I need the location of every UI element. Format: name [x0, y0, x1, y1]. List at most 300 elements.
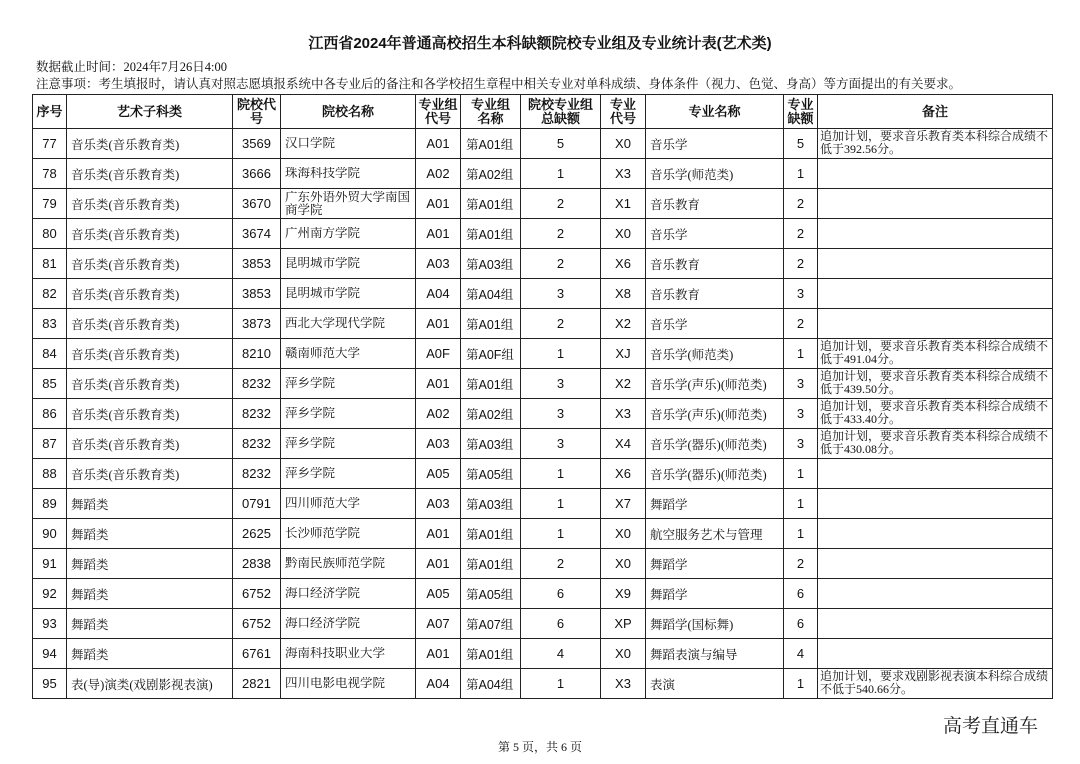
- header-school-code: [233, 95, 281, 129]
- category-text: 舞蹈类: [71, 497, 109, 512]
- cell-group-name: [461, 399, 521, 429]
- category-text: 舞蹈类: [71, 557, 109, 572]
- cell-school-name: [281, 369, 416, 399]
- group-vacancy-text: 1: [556, 676, 565, 691]
- cell-major-vacancy: [784, 609, 818, 639]
- document-title: 江西省2024年普通高校招生本科缺额院校专业组及专业统计表(艺术类): [308, 35, 772, 52]
- header-major-name: [646, 95, 784, 129]
- header-group-code: [416, 95, 461, 129]
- cell-group-name: [461, 309, 521, 339]
- major-vacancy-text: 5: [796, 136, 805, 151]
- table-row: [33, 339, 1053, 369]
- cell-remark: [818, 459, 1053, 489]
- seq-text: 91: [42, 556, 57, 571]
- cell-category: [67, 519, 233, 549]
- cell-major-code: [601, 129, 646, 159]
- cell-school-name: [281, 129, 416, 159]
- group-vacancy-text: 3: [556, 406, 565, 421]
- group-vacancy-text: 1: [556, 496, 565, 511]
- school-code-text: 2821: [242, 676, 271, 691]
- cell-group-code: [416, 399, 461, 429]
- cell-school-name: [281, 429, 416, 459]
- group-name-text: 第A0F组: [466, 347, 514, 362]
- group-vacancy-text: 6: [556, 586, 565, 601]
- cell-group-name: [461, 369, 521, 399]
- group-code-text: A04: [426, 286, 450, 301]
- group-code-text: A01: [426, 136, 450, 151]
- cell-category: [67, 579, 233, 609]
- header-major-vacancy: [784, 95, 818, 129]
- seq-text: 80: [42, 226, 57, 241]
- cell-major-name: [646, 519, 784, 549]
- remark-text: [818, 579, 1052, 580]
- cell-major-vacancy: [784, 369, 818, 399]
- seq-text: 90: [42, 526, 57, 541]
- cell-group-code: [416, 339, 461, 369]
- major-code-text: X0: [615, 136, 631, 151]
- cell-seq: [33, 309, 67, 339]
- cell-group-code: [416, 489, 461, 519]
- cell-group-code: [416, 669, 461, 699]
- cell-school-name: [281, 189, 416, 219]
- major-name-text: 表演: [650, 677, 676, 692]
- cell-remark: [818, 399, 1053, 429]
- school-code-text: 3674: [242, 226, 271, 241]
- seq-text: 84: [42, 346, 57, 361]
- cell-category: [67, 339, 233, 369]
- cell-major-vacancy: [784, 429, 818, 459]
- cell-major-code: [601, 669, 646, 699]
- cell-remark: [818, 129, 1053, 159]
- school-code-text: 6761: [242, 646, 271, 661]
- cell-group-vacancy: [521, 609, 601, 639]
- cell-seq: [33, 519, 67, 549]
- major-vacancy-text: 2: [796, 256, 805, 271]
- seq-text: 78: [42, 166, 57, 181]
- cell-school-code: [233, 369, 281, 399]
- cell-category: [67, 309, 233, 339]
- seq-text: 89: [42, 496, 57, 511]
- cell-group-code: [416, 249, 461, 279]
- school-code-text: 6752: [242, 586, 271, 601]
- cell-category: [67, 429, 233, 459]
- remark-text: [818, 519, 1052, 520]
- cell-group-vacancy: [521, 489, 601, 519]
- cell-remark: [818, 189, 1053, 219]
- cell-major-code: [601, 399, 646, 429]
- cell-school-code: [233, 489, 281, 519]
- cell-group-name: [461, 639, 521, 669]
- school-code-text: 3666: [242, 166, 271, 181]
- group-vacancy-text: 2: [556, 556, 565, 571]
- cell-major-code: [601, 609, 646, 639]
- cell-major-vacancy: [784, 219, 818, 249]
- cell-group-name: [461, 189, 521, 219]
- cell-remark: [818, 309, 1053, 339]
- cell-category: [67, 279, 233, 309]
- cell-school-name: [281, 519, 416, 549]
- group-name-text: 第A03组: [466, 497, 514, 512]
- cell-group-name: [461, 519, 521, 549]
- cell-major-vacancy: [784, 129, 818, 159]
- cell-school-name: [281, 249, 416, 279]
- major-vacancy-text: 3: [796, 436, 805, 451]
- cell-group-vacancy: [521, 639, 601, 669]
- cell-major-code: [601, 369, 646, 399]
- group-vacancy-text: 3: [556, 286, 565, 301]
- cell-group-vacancy: [521, 129, 601, 159]
- header-label: 专业代号: [609, 96, 636, 126]
- cell-category: [67, 609, 233, 639]
- seq-text: 85: [42, 376, 57, 391]
- remark-text: [818, 489, 1052, 490]
- cell-major-name: [646, 309, 784, 339]
- major-name-text: 舞蹈学: [650, 587, 688, 602]
- seq-text: 79: [42, 196, 57, 211]
- school-code-text: 8232: [242, 436, 271, 451]
- school-name-text: 萍乡学院: [285, 407, 336, 420]
- cell-group-code: [416, 579, 461, 609]
- cell-major-code: [601, 519, 646, 549]
- cell-group-name: [461, 609, 521, 639]
- table-row: [33, 579, 1053, 609]
- seq-text: 81: [42, 256, 57, 271]
- cell-school-code: [233, 579, 281, 609]
- group-vacancy-text: 1: [556, 346, 565, 361]
- cell-group-code: [416, 189, 461, 219]
- category-text: 音乐类(音乐教育类): [71, 347, 180, 362]
- major-vacancy-text: 3: [796, 286, 805, 301]
- cell-category: [67, 159, 233, 189]
- cell-school-code: [233, 249, 281, 279]
- major-name-text: 音乐学(声乐)(师范类): [650, 377, 767, 392]
- cell-major-vacancy: [784, 519, 818, 549]
- page-footer: 第 5 页，共 6 页: [497, 740, 582, 754]
- cell-school-name: [281, 339, 416, 369]
- category-text: 音乐类(音乐教育类): [71, 287, 180, 302]
- cell-major-code: [601, 219, 646, 249]
- header-major-code: [601, 95, 646, 129]
- category-text: 舞蹈类: [71, 587, 109, 602]
- major-vacancy-text: 4: [796, 646, 805, 661]
- school-name-text: 长沙师范学院: [285, 527, 361, 540]
- cell-major-name: [646, 279, 784, 309]
- cell-major-name: [646, 159, 784, 189]
- group-code-text: A01: [426, 316, 450, 331]
- cell-group-code: [416, 519, 461, 549]
- table-row: [33, 159, 1053, 189]
- major-name-text: 舞蹈学: [650, 557, 688, 572]
- cell-school-name: [281, 489, 416, 519]
- category-text: 音乐类(音乐教育类): [71, 467, 180, 482]
- school-name-text: 萍乡学院: [285, 467, 336, 480]
- major-name-text: 音乐学(器乐)(师范类): [650, 467, 767, 482]
- cell-seq: [33, 189, 67, 219]
- header-label: 专业名称: [688, 103, 741, 119]
- group-name-text: 第A01组: [466, 197, 514, 212]
- major-code-text: XJ: [615, 346, 631, 361]
- major-vacancy-text: 2: [796, 226, 805, 241]
- cell-group-name: [461, 669, 521, 699]
- cell-group-vacancy: [521, 579, 601, 609]
- remark-text: [818, 219, 1052, 220]
- cell-remark: [818, 669, 1053, 699]
- group-name-text: 第A03组: [466, 437, 514, 452]
- group-vacancy-text: 6: [556, 616, 565, 631]
- cell-remark: [818, 339, 1053, 369]
- cell-school-code: [233, 429, 281, 459]
- group-code-text: A02: [426, 166, 450, 181]
- school-code-text: 8210: [242, 346, 271, 361]
- category-text: 音乐类(音乐教育类): [71, 317, 180, 332]
- header-category: [67, 95, 233, 129]
- school-name-text: 四川电影电视学院: [285, 677, 386, 690]
- cell-major-vacancy: [784, 549, 818, 579]
- cell-category: [67, 399, 233, 429]
- cell-group-code: [416, 279, 461, 309]
- cell-group-name: [461, 459, 521, 489]
- cell-major-code: [601, 249, 646, 279]
- remark-text: [818, 609, 1052, 610]
- cell-school-code: [233, 159, 281, 189]
- cell-group-vacancy: [521, 459, 601, 489]
- school-name-text: 海口经济学院: [285, 587, 361, 600]
- major-name-text: 音乐学(器乐)(师范类): [650, 437, 767, 452]
- school-name-text: 广州南方学院: [285, 227, 361, 240]
- cell-seq: [33, 399, 67, 429]
- cell-major-vacancy: [784, 339, 818, 369]
- cell-remark: [818, 519, 1053, 549]
- major-vacancy-text: 2: [796, 556, 805, 571]
- cell-school-code: [233, 219, 281, 249]
- category-text: 舞蹈类: [71, 617, 109, 632]
- seq-text: 95: [42, 676, 57, 691]
- cell-major-vacancy: [784, 309, 818, 339]
- major-vacancy-text: 1: [796, 676, 805, 691]
- major-code-text: X8: [615, 286, 631, 301]
- table-body: [33, 129, 1053, 699]
- cell-school-code: [233, 669, 281, 699]
- seq-text: 94: [42, 646, 57, 661]
- cell-major-code: [601, 339, 646, 369]
- group-code-text: A03: [426, 436, 450, 451]
- major-vacancy-text: 2: [796, 196, 805, 211]
- watermark-text: 高考直通车: [943, 716, 1039, 737]
- school-code-text: 8232: [242, 466, 271, 481]
- cell-school-code: [233, 609, 281, 639]
- remark-text: [818, 279, 1052, 280]
- major-name-text: 舞蹈表演与编导: [650, 647, 738, 662]
- table-row: [33, 429, 1053, 459]
- cell-school-code: [233, 189, 281, 219]
- cell-school-name: [281, 219, 416, 249]
- group-name-text: 第A01组: [466, 317, 514, 332]
- category-text: 音乐类(音乐教育类): [71, 437, 180, 452]
- cell-group-name: [461, 249, 521, 279]
- group-vacancy-text: 2: [556, 226, 565, 241]
- group-code-text: A03: [426, 496, 450, 511]
- cell-major-code: [601, 189, 646, 219]
- major-name-text: 舞蹈学(国标舞): [650, 617, 734, 632]
- group-name-text: 第A02组: [466, 167, 514, 182]
- table-row: [33, 309, 1053, 339]
- cell-major-code: [601, 579, 646, 609]
- table-row: [33, 459, 1053, 489]
- table-row: [33, 609, 1053, 639]
- school-code-text: 8232: [242, 406, 271, 421]
- cell-school-code: [233, 399, 281, 429]
- group-code-text: A0F: [426, 346, 450, 361]
- cell-seq: [33, 489, 67, 519]
- group-vacancy-text: 2: [556, 196, 565, 211]
- major-code-text: X3: [615, 676, 631, 691]
- header-group-name: [461, 95, 521, 129]
- cell-seq: [33, 669, 67, 699]
- cell-group-name: [461, 489, 521, 519]
- school-name-text: 萍乡学院: [285, 377, 336, 390]
- major-name-text: 音乐学(师范类): [650, 167, 734, 182]
- remark-text: [818, 549, 1052, 550]
- major-code-text: X3: [615, 166, 631, 181]
- group-name-text: 第A03组: [466, 257, 514, 272]
- cell-major-vacancy: [784, 249, 818, 279]
- cell-remark: [818, 489, 1053, 519]
- cell-major-code: [601, 159, 646, 189]
- table-row: [33, 189, 1053, 219]
- cell-school-code: [233, 129, 281, 159]
- school-name-text: 黔南民族师范学院: [285, 557, 386, 570]
- category-text: 音乐类(音乐教育类): [71, 167, 180, 182]
- school-name-text: 汉口学院: [285, 137, 336, 150]
- header-label: 专业组代号: [418, 96, 458, 126]
- cell-school-name: [281, 159, 416, 189]
- cell-school-name: [281, 639, 416, 669]
- cell-seq: [33, 159, 67, 189]
- group-name-text: 第A04组: [466, 287, 514, 302]
- cell-major-code: [601, 639, 646, 669]
- cell-school-name: [281, 549, 416, 579]
- table-row: [33, 639, 1053, 669]
- major-name-text: 音乐学: [650, 227, 688, 242]
- group-name-text: 第A04组: [466, 677, 514, 692]
- group-code-text: A01: [426, 196, 450, 211]
- major-vacancy-text: 6: [796, 616, 805, 631]
- cell-category: [67, 459, 233, 489]
- major-code-text: X0: [615, 646, 631, 661]
- major-vacancy-text: 3: [796, 406, 805, 421]
- cell-group-name: [461, 579, 521, 609]
- cell-group-vacancy: [521, 249, 601, 279]
- major-code-text: X0: [615, 226, 631, 241]
- cell-seq: [33, 369, 67, 399]
- group-code-text: A05: [426, 586, 450, 601]
- cell-major-name: [646, 129, 784, 159]
- remark-text: [818, 189, 1052, 190]
- cell-category: [67, 549, 233, 579]
- school-name-text: 赣南师范大学: [285, 347, 361, 360]
- cell-group-name: [461, 219, 521, 249]
- cell-group-vacancy: [521, 279, 601, 309]
- group-vacancy-text: 3: [556, 376, 565, 391]
- category-text: 舞蹈类: [71, 647, 109, 662]
- cell-major-name: [646, 549, 784, 579]
- cell-major-vacancy: [784, 459, 818, 489]
- major-name-text: 航空服务艺术与管理: [650, 527, 763, 542]
- header-school-name: [281, 95, 416, 129]
- cell-group-vacancy: [521, 519, 601, 549]
- cell-seq: [33, 249, 67, 279]
- group-name-text: 第A01组: [466, 647, 514, 662]
- cell-group-vacancy: [521, 189, 601, 219]
- seq-text: 77: [42, 136, 57, 151]
- school-code-text: 0791: [242, 496, 271, 511]
- table-header-row: [33, 95, 1053, 129]
- header-label: 院校代号: [236, 96, 276, 126]
- group-code-text: A04: [426, 676, 450, 691]
- major-vacancy-text: 2: [796, 316, 805, 331]
- category-text: 音乐类(音乐教育类): [71, 227, 180, 242]
- seq-text: 83: [42, 316, 57, 331]
- major-code-text: X4: [615, 436, 631, 451]
- table-row: [33, 279, 1053, 309]
- header-group-vacancy: [521, 95, 601, 129]
- major-vacancy-text: 3: [796, 376, 805, 391]
- cell-school-code: [233, 639, 281, 669]
- cell-major-vacancy: [784, 399, 818, 429]
- seq-text: 92: [42, 586, 57, 601]
- table-row: [33, 549, 1053, 579]
- remark-text: [818, 159, 1052, 160]
- major-code-text: X6: [615, 256, 631, 271]
- cell-group-vacancy: [521, 669, 601, 699]
- school-code-text: 2625: [242, 526, 271, 541]
- cell-group-code: [416, 549, 461, 579]
- school-name-text: 昆明城市学院: [285, 257, 361, 270]
- category-text: 音乐类(音乐教育类): [71, 197, 180, 212]
- major-vacancy-text: 6: [796, 586, 805, 601]
- major-code-text: X6: [615, 466, 631, 481]
- group-code-text: A05: [426, 466, 450, 481]
- table-row: [33, 669, 1053, 699]
- group-name-text: 第A05组: [466, 587, 514, 602]
- major-code-text: X9: [615, 586, 631, 601]
- table-row: [33, 129, 1053, 159]
- cell-major-name: [646, 639, 784, 669]
- cell-major-code: [601, 489, 646, 519]
- school-code-text: 3670: [242, 196, 271, 211]
- cell-seq: [33, 279, 67, 309]
- header-label: 专业组名称: [470, 96, 510, 126]
- cell-seq: [33, 219, 67, 249]
- cell-seq: [33, 429, 67, 459]
- cell-major-code: [601, 429, 646, 459]
- group-code-text: A01: [426, 556, 450, 571]
- cell-group-code: [416, 309, 461, 339]
- table-row: [33, 219, 1053, 249]
- cell-group-code: [416, 429, 461, 459]
- cell-seq: [33, 549, 67, 579]
- cell-major-name: [646, 219, 784, 249]
- cell-major-name: [646, 609, 784, 639]
- header-label: 专业缺额: [787, 96, 814, 126]
- major-code-text: X0: [615, 526, 631, 541]
- cell-school-name: [281, 279, 416, 309]
- cell-seq: [33, 579, 67, 609]
- group-name-text: 第A01组: [466, 557, 514, 572]
- cell-school-name: [281, 399, 416, 429]
- cell-major-vacancy: [784, 669, 818, 699]
- cell-group-code: [416, 159, 461, 189]
